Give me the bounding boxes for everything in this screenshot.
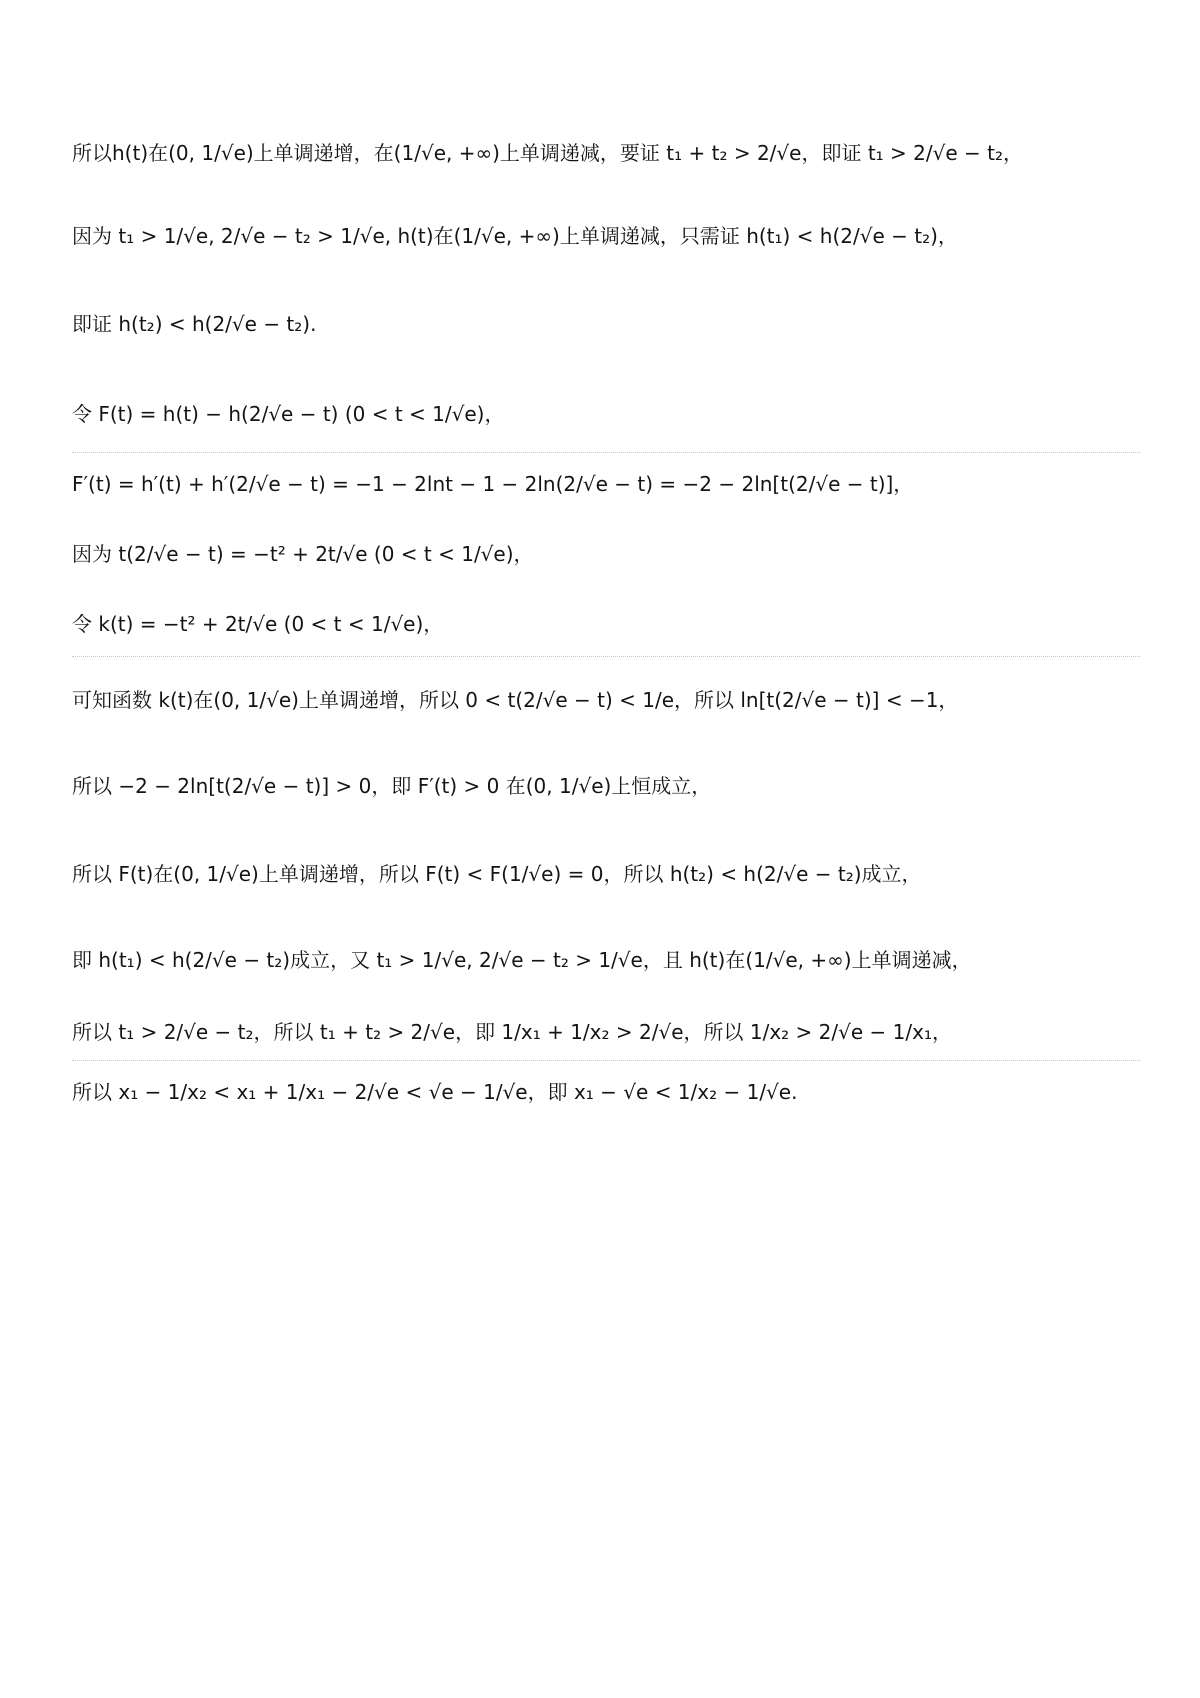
line-text: 令 k(t) = −t² + 2t/√e (0 < t < 1/√e)， <box>72 612 444 636</box>
text-line-6 <box>72 538 534 567</box>
text-line-1 <box>72 137 1023 166</box>
text-line-10 <box>72 858 922 887</box>
line-text: 令 F(t) = h(t) − h(2/√e − t) (0 < t < 1/√e)， <box>72 402 505 426</box>
text-line-8 <box>72 684 958 713</box>
line-text: 即证 h(t₂) < h(2/√e − t₂). <box>72 312 317 336</box>
line-text: 所以 x₁ − 1/x₂ < x₁ + 1/x₁ − 2/√e < √e − 1/√e，即 x₁ − √e < 1/x₂ − 1/√e. <box>72 1080 798 1104</box>
divider-dotted <box>72 452 1140 453</box>
text-line-2 <box>72 220 958 249</box>
text-line-11 <box>72 944 972 973</box>
text-line-12 <box>72 1016 952 1045</box>
divider-dotted <box>72 656 1140 657</box>
line-text: 可知函数 k(t)在(0, 1/√e)上单调递增，所以 0 < t(2/√e − t) < 1/e，所以 ln[t(2/√e − t)] < −1， <box>72 688 959 712</box>
line-text: 因为 t₁ > 1/√e, 2/√e − t₂ > 1/√e, h(t)在(1/√e, +∞)上单调递减，只需证 h(t₁) < h(2/√e − t₂)， <box>72 224 958 248</box>
text-line-4 <box>72 398 504 427</box>
text-line-5 <box>72 468 913 497</box>
text-line-13 <box>72 1076 797 1105</box>
divider-dotted <box>72 1060 1140 1061</box>
text-line-3 <box>72 308 316 337</box>
line-text: 所以h(t)在(0, 1/√e)上单调递增，在(1/√e, +∞)上单调递减，要证 t₁ + t₂ > 2/√e，即证 t₁ > 2/√e − t₂， <box>72 141 1023 165</box>
text-line-9 <box>72 770 711 799</box>
line-text: 所以 −2 − 2ln[t(2/√e − t)] > 0，即 F′(t) > 0 在(0, 1/√e)上恒成立， <box>72 774 712 798</box>
line-text: 因为 t(2/√e − t) = −t² + 2t/√e (0 < t < 1/√e)， <box>72 542 534 566</box>
text-line-7 <box>72 608 443 637</box>
line-text: F′(t) = h′(t) + h′(2/√e − t) = −1 − 2lnt − 1 − 2ln(2/√e − t) = −2 − 2ln[t(2/√e − t)]， <box>72 472 914 496</box>
line-text: 即 h(t₁) < h(2/√e − t₂)成立，又 t₁ > 1/√e, 2/√e − t₂ > 1/√e，且 h(t)在(1/√e, +∞)上单调递减， <box>72 948 972 972</box>
line-text: 所以 F(t)在(0, 1/√e)上单调递增，所以 F(t) < F(1/√e) = 0，所以 h(t₂) < h(2/√e − t₂)成立， <box>72 862 922 886</box>
line-text: 所以 t₁ > 2/√e − t₂，所以 t₁ + t₂ > 2/√e，即 1/x₁ + 1/x₂ > 2/√e，所以 1/x₂ > 2/√e − 1/x₁， <box>72 1020 952 1044</box>
